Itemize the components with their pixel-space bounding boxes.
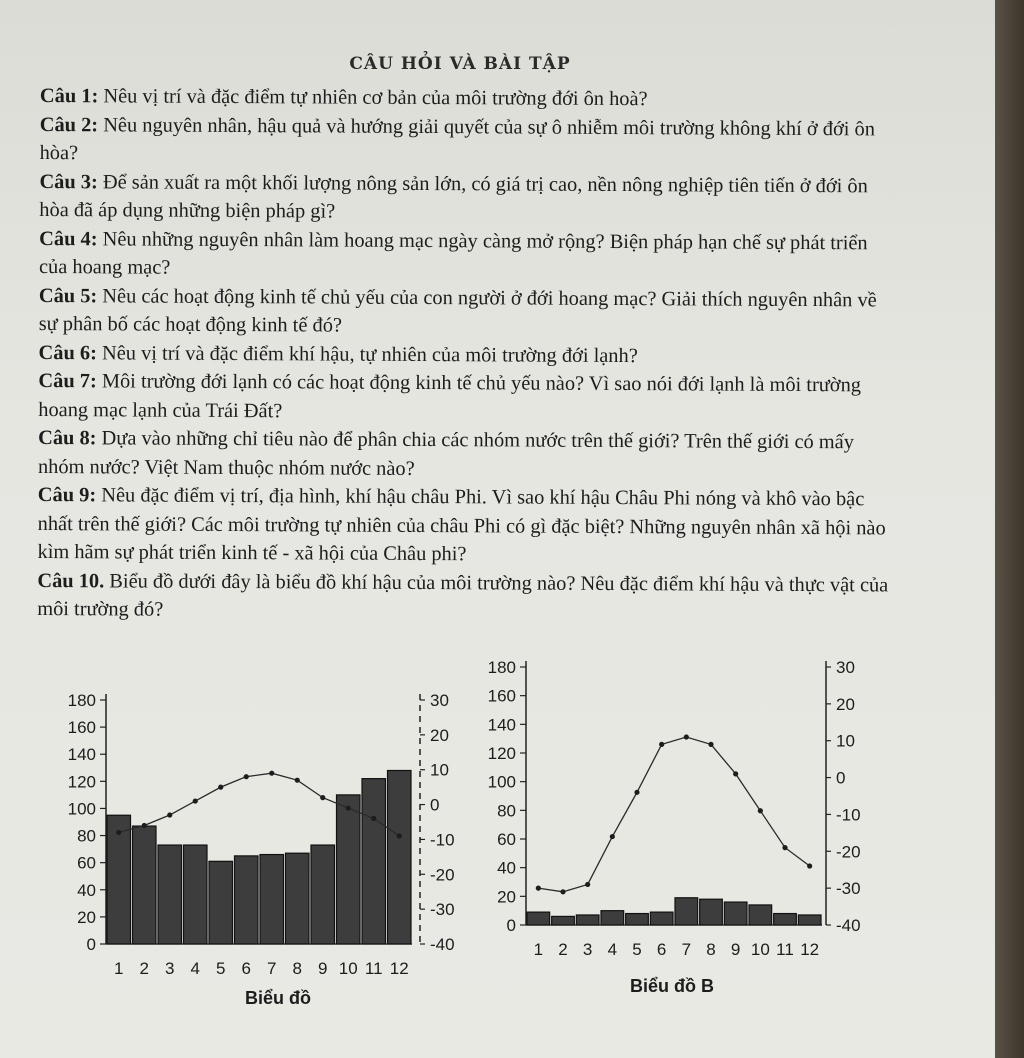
chart-a-precip-bar <box>260 855 284 944</box>
chart-b-x-label: 5 <box>632 940 642 959</box>
chart-b-temp-point <box>807 863 812 868</box>
question-text: Nêu vị trí và đặc điểm khí hậu, tự nhiên của môi trường đới lạnh? <box>96 341 638 367</box>
question-text: Nêu đặc điểm vị trí, địa hình, khí hậu châu Phi. Vì sao khí hậu Châu Phi nóng và khô vào bậc nhất trên thế giới? Các môi trường tự nhiên của châu Phi có gì đặc biệt? Những nguyên nhân xã hội nào kìm hãm sự phát triển kinh tế - xã hội của Châu phi? <box>37 484 886 566</box>
chart-b-left-tick-label: 80 <box>497 801 516 821</box>
chart-a-right-tick-label: -10 <box>430 830 455 850</box>
chart-b-right-tick-label: -10 <box>836 805 861 825</box>
chart-b-x-label: 4 <box>607 940 618 959</box>
chart-b-left-tick-label: 100 <box>487 772 516 792</box>
chart-a-precip-bar <box>337 795 361 944</box>
table-edge <box>995 0 1024 1058</box>
chart-a-right-tick-label: -30 <box>430 900 455 920</box>
chart-a-x-label: 11 <box>364 959 383 978</box>
chart-a-x-label: 6 <box>241 959 251 978</box>
chart-b-temp-point <box>634 790 639 795</box>
question-text: Nêu những nguyên nhân làm hoang mạc ngày càng mở rộng? Biện pháp hạn chế sự phát triển của hoang mạc? <box>38 227 868 279</box>
chart-a-x-label: 12 <box>389 959 409 978</box>
chart-b-left-tick-label: 60 <box>497 830 516 849</box>
chart-a-left-tick-label: 40 <box>77 880 96 900</box>
chart-a-precip-bar <box>286 853 310 944</box>
question-text: Nêu vị trí và đặc điểm tự nhiên cơ bản của môi trường đới ôn hoà? <box>98 85 648 111</box>
chart-b-precip-bar <box>749 905 772 925</box>
chart-a-temp-point <box>116 830 121 835</box>
chart-b-left-tick-label: 0 <box>506 916 516 935</box>
chart-b-left-tick-label: 180 <box>487 658 516 677</box>
chart-b-precip-bar <box>552 916 575 925</box>
chart-b-precip-bar <box>527 912 550 925</box>
chart-a-left-tick-label: 0 <box>86 935 96 954</box>
chart-a-temp-point <box>320 795 325 800</box>
chart-a-temp-point <box>167 812 172 817</box>
chart-b-x-label: 8 <box>706 940 716 959</box>
question-text: Nêu các hoạt động kinh tế chủ yếu của con người ở đới hoang mạc? Giải thích nguyên nhân về sự phân bố các hoạt động kinh tế đó? <box>38 284 877 337</box>
chart-b-x-label: 10 <box>750 940 770 959</box>
chart-b-right-tick-label: -20 <box>836 842 861 862</box>
chart-b-precip-bar <box>675 898 698 925</box>
question-number: Câu 5: <box>38 284 98 307</box>
question-number: Câu 2: <box>39 113 99 136</box>
chart-a-left-tick-label: 60 <box>77 853 96 873</box>
chart-a-right-tick-label: -40 <box>430 935 455 954</box>
chart-b-left-tick-label: 120 <box>487 744 516 763</box>
chart-b-temp-point <box>610 834 615 839</box>
chart-b-right-tick-label: 30 <box>836 658 855 677</box>
chart-a-temp-point <box>295 778 300 783</box>
chart-b-temp-point <box>536 886 541 891</box>
chart-a-temp-point <box>244 774 249 779</box>
chart-b-temp-point <box>684 734 689 739</box>
chart-b-x-label: 6 <box>656 940 667 959</box>
chart-a-temp-point <box>218 785 223 790</box>
chart-b-x-label: 9 <box>730 940 741 959</box>
question-text: Môi trường đới lạnh có các hoạt động kinh tế chủ yếu nào? Vì sao nói đới lạnh là môi trường hoang mạc lạnh của Trái Đất? <box>38 370 862 422</box>
chart-b-right-tick-label: 0 <box>836 768 846 788</box>
chart-a-left-tick-label: 180 <box>67 691 96 710</box>
chart-a-precip-bar <box>158 845 182 944</box>
chart-b-temp-point <box>585 882 590 887</box>
chart-b-temp-point <box>560 889 565 894</box>
chart-a-x-label: 3 <box>165 959 175 978</box>
climate-chart-b <box>470 645 870 975</box>
question-4 <box>39 224 891 285</box>
chart-a-x-label: 9 <box>318 959 328 978</box>
chart-b-x-label: 11 <box>776 940 794 959</box>
question-number: Câu 1: <box>39 84 99 108</box>
chart-a-left-tick-label: 80 <box>77 826 96 846</box>
chart-a-x-label: 1 <box>114 959 124 978</box>
chart-a-x-label: 7 <box>267 959 277 978</box>
chart-b-x-label: 2 <box>558 940 568 959</box>
question-number: Câu 10. <box>37 569 105 592</box>
chart-a-left-tick-label: 20 <box>77 907 96 927</box>
climate-chart-a <box>30 660 510 1020</box>
question-number: Câu 3: <box>39 170 98 193</box>
question-2 <box>40 110 892 171</box>
chart-a-x-label: 8 <box>292 959 302 978</box>
question-number: Câu 7: <box>38 369 97 393</box>
chart-b-precip-bar <box>576 915 599 925</box>
chart-a-left-tick-label: 160 <box>67 718 96 738</box>
question-number: Câu 4: <box>39 227 98 250</box>
question-number: Câu 9: <box>37 483 97 507</box>
question-text: Nêu nguyên nhân, hậu quả và hướng giải quyết của sự ô nhiễm môi trường không khí ở đới ôn hòa? <box>39 113 875 165</box>
chart-a-x-label: 10 <box>338 959 358 978</box>
chart-a-right-tick-label: 30 <box>430 691 449 710</box>
chart-b-temp-point <box>708 742 713 747</box>
question-number: Câu 8: <box>38 426 97 450</box>
question-1 <box>40 82 892 115</box>
chart-b-right-tick-label: -40 <box>836 916 861 935</box>
chart-b-right-tick-label: -30 <box>836 879 861 899</box>
question-6 <box>39 338 891 371</box>
chart-a-temp-point <box>269 771 274 776</box>
chart-b-precip-bar <box>700 899 723 925</box>
chart-a-right-tick-label: -20 <box>430 865 455 885</box>
chart-b-left-tick-label: 40 <box>497 858 516 878</box>
chart-a-temp-point <box>371 816 376 821</box>
question-text: Dựa vào những chỉ tiêu nào để phân chia các nhóm nước trên thế giới? Trên thế giới có mấy nhóm nước? Việt Nam thuộc nhóm nước nào? <box>37 427 854 480</box>
question-9 <box>37 481 889 571</box>
chart-a-precip-bar <box>235 856 259 944</box>
page-title: CÂU HỎI VÀ BÀI TẬP <box>349 54 571 74</box>
chart-b-precip-bar <box>774 914 797 925</box>
chart-a-x-label: 2 <box>139 959 149 978</box>
chart-b-left-tick-label: 160 <box>487 686 516 706</box>
question-3 <box>39 167 891 228</box>
chart-a-precip-bar <box>133 826 157 944</box>
chart-a-x-label: 5 <box>216 959 226 978</box>
chart-b-x-label: 7 <box>681 940 692 959</box>
chart-b-temp-point <box>758 808 763 813</box>
chart-b-temp-point <box>659 742 664 747</box>
question-5 <box>39 281 891 342</box>
question-10 <box>37 566 889 627</box>
chart-b-right-tick-label: 20 <box>836 694 855 714</box>
chart-a-caption: Biểu đồ <box>245 988 311 1008</box>
chart-a-temp-point <box>346 805 351 810</box>
question-8 <box>38 424 890 485</box>
question-text: Biểu đồ dưới đây là biểu đồ khí hậu của môi trường nào? Nêu đặc điểm khí hậu và thực vật của môi trường đó? <box>37 569 889 621</box>
chart-b-precip-bar <box>626 914 649 925</box>
chart-a-temp-point <box>193 798 198 803</box>
chart-b-precip-bar <box>601 911 624 925</box>
question-list <box>37 82 892 628</box>
chart-a-precip-bar <box>388 770 412 944</box>
chart-a-precip-bar <box>209 861 233 944</box>
chart-b-temp-point <box>782 845 787 850</box>
chart-b-precip-bar <box>724 902 747 925</box>
chart-a-left-tick-label: 140 <box>67 745 96 765</box>
question-7 <box>38 367 890 428</box>
chart-a-right-tick-label: 20 <box>430 725 449 745</box>
chart-a-precip-bar <box>362 779 386 944</box>
chart-b-caption: Biểu đồ B <box>630 976 714 996</box>
question-number: Câu 6: <box>38 341 97 364</box>
chart-b-left-tick-label: 140 <box>487 715 516 735</box>
chart-a-precip-bar <box>184 845 208 944</box>
chart-b-x-label: 3 <box>582 940 593 959</box>
chart-a-temp-point <box>397 833 402 838</box>
chart-a-right-tick-label: 10 <box>430 760 449 780</box>
chart-b-right-tick-label: 10 <box>836 731 855 751</box>
chart-b-temp-point <box>733 771 738 776</box>
chart-b-precip-bar <box>798 915 821 925</box>
chart-a-precip-bar <box>311 845 335 944</box>
chart-a-left-tick-label: 100 <box>67 799 96 819</box>
chart-b-precip-bar <box>650 912 673 925</box>
chart-b-left-tick-label: 20 <box>497 887 516 907</box>
chart-a-temp-point <box>142 823 147 828</box>
chart-b-temp-line <box>538 737 809 892</box>
question-text: Để sản xuất ra một khối lượng nông sản lớn, có giá trị cao, nền nông nghiệp tiên tiến ở đới ôn hòa đã áp dụng những biện pháp gì? <box>39 170 868 223</box>
chart-a-right-tick-label: 0 <box>430 795 440 815</box>
chart-b-x-label: 12 <box>800 940 820 959</box>
chart-b-x-label: 1 <box>533 940 544 959</box>
chart-a-left-tick-label: 120 <box>67 772 96 792</box>
chart-a-x-label: 4 <box>190 959 200 978</box>
